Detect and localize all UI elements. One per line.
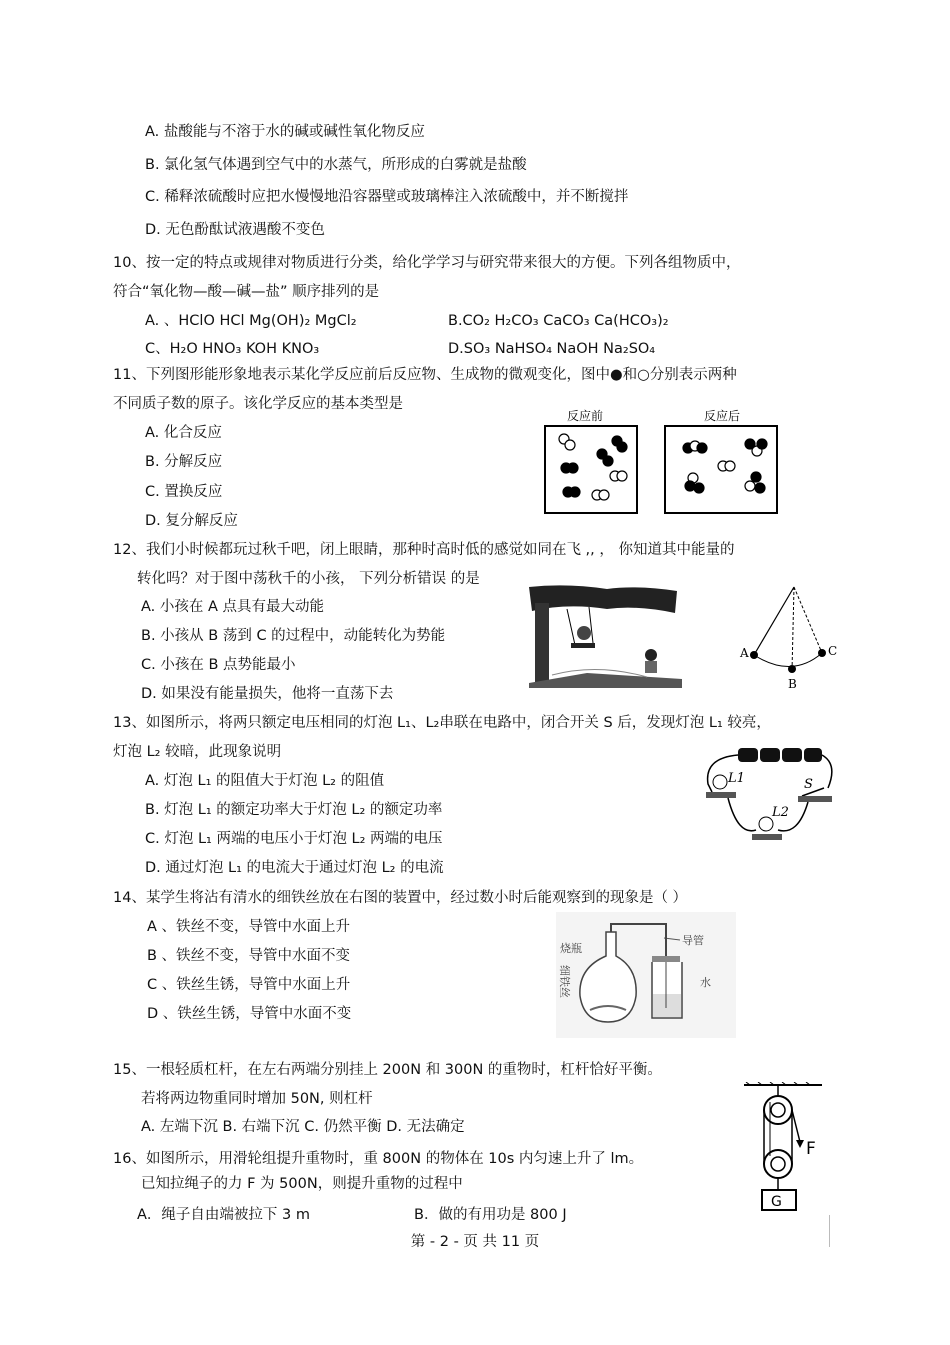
s-label: S xyxy=(804,777,813,792)
q12-stem-line1: 12、我们小时候都玩过秋千吧，闭上眼睛，那种时高时低的感觉如同在飞 ,, ， 你知道其中能量的 xyxy=(113,542,735,558)
q11-option-c: C. 置换反应 xyxy=(145,484,223,500)
water-label: 水 xyxy=(700,976,711,989)
q15-stem-line1: 15、一根轻质杠杆，在左右两端分别挂上 200N 和 300N 的重物时，杠杆恰好平衡。 xyxy=(113,1062,662,1078)
q13-stem-line1: 13、如图所示，将两只额定电压相同的灯泡 L₁、L₂串联在电路中，闭合开关 S 后，发现灯泡 L₁ 较亮， xyxy=(113,715,771,731)
q11-option-a: A. 化合反应 xyxy=(145,425,222,441)
swing-illustration xyxy=(527,583,682,688)
before-label: 反应前 xyxy=(566,409,604,423)
point-a-label: A xyxy=(740,646,749,660)
q16-option-a: A．绳子自由端被拉下 3 m xyxy=(137,1207,310,1223)
q14-option-c: C 、铁丝生锈，导管中水面上升 xyxy=(147,977,351,993)
q9-option-c: C. 稀释浓硫酸时应把水慢慢地沿容器壁或玻璃棒注入浓硫酸中，并不断搅拌 xyxy=(145,189,629,205)
q10-option-c: C、H₂O HNO₃ KOH KNO₃ xyxy=(145,341,320,357)
q10-stem-line1: 10、按一定的特点或规律对物质进行分类，给化学学习与研究带来很大的方便。下列各组物质中， xyxy=(113,255,741,271)
tube-label: 导管 xyxy=(682,934,704,947)
q9-option-b: B. 氯化氢气体遇到空气中的水蒸气，所形成的白雾就是盐酸 xyxy=(145,157,527,173)
flask-label: 烧瓶 xyxy=(560,942,582,955)
circuit-diagram xyxy=(698,744,838,849)
page-footer: 第 - 2 - 页 共 11 页 xyxy=(410,1234,540,1250)
q16-stem-line1: 16、如图所示，用滑轮组提升重物时，重 800N 的物体在 10s 内匀速上升了 lm。 xyxy=(113,1151,644,1167)
after-label: 反应后 xyxy=(703,409,741,423)
margin-line xyxy=(829,1215,830,1247)
iron-wire-label-vertical xyxy=(558,965,572,998)
q13-option-b: B. 灯泡 L₁ 的额定功率大于灯泡 L₂ 的额定功率 xyxy=(145,802,443,818)
pendulum-diagram xyxy=(738,583,838,693)
reaction-diagram xyxy=(540,406,780,516)
q16-stem-line2: 已知拉绳子的力 F 为 500N，则提升重物的过程中 xyxy=(141,1176,463,1192)
point-c-label: C xyxy=(828,644,838,658)
q11-option-b: B. 分解反应 xyxy=(145,454,223,470)
q14-stem: 14、某学生将沾有清水的细铁丝放在右图的装置中，经过数小时后能观察到的现象是（ ） xyxy=(113,890,688,906)
q10-stem-line2: 符合“氧化物—酸—碱—盐” 顺序排列的是 xyxy=(113,284,380,300)
q9-option-d: D. 无色酚酞试液遇酸不变色 xyxy=(145,222,325,238)
q15-stem-line2: 若将两边物重同时增加 50N, 则杠杆 xyxy=(141,1091,373,1107)
wire-label: 细铁丝 xyxy=(558,965,571,998)
q14-option-b: B 、铁丝不变，导管中水面不变 xyxy=(147,948,351,964)
q11-stem-line2: 不同质子数的原子。该化学反应的基本类型是 xyxy=(113,396,403,412)
force-f-label: F xyxy=(806,1139,816,1159)
q12-option-a: A. 小孩在 A 点具有最大动能 xyxy=(141,599,325,615)
q16-option-b: B．做的有用功是 800 J xyxy=(414,1207,567,1223)
q10-option-a: A. 、HClO HCl Mg(OH)₂ MgCl₂ xyxy=(145,313,357,329)
q13-option-c: C. 灯泡 L₁ 两端的电压小于灯泡 L₂ 两端的电压 xyxy=(145,831,443,847)
q12-option-c: C. 小孩在 B 点势能最小 xyxy=(141,657,296,673)
point-b-label: B xyxy=(788,677,797,691)
q12-option-b: B. 小孩从 B 荡到 C 的过程中，动能转化为势能 xyxy=(141,628,446,644)
q15-options: A. 左端下沉 B. 右端下沉 C. 仍然平衡 D. 无法确定 xyxy=(141,1119,465,1135)
q12-option-d: D. 如果没有能量损失，他将一直荡下去 xyxy=(141,686,394,702)
weight-g-label: G xyxy=(771,1194,782,1210)
rusting-apparatus-diagram xyxy=(556,912,736,1038)
q14-option-a: A 、铁丝不变，导管中水面上升 xyxy=(147,919,351,935)
l2-label: L2 xyxy=(772,805,789,820)
q14-option-d: D 、铁丝生锈，导管中水面不变 xyxy=(147,1006,352,1022)
q9-option-a: A. 盐酸能与不溶于水的碱或碱性氧化物反应 xyxy=(145,124,425,140)
q11-stem-line1: 11、下列图形能形象地表示某化学反应前后反应物、生成物的微观变化，图中●和○分别表示两种 xyxy=(113,367,737,383)
l1-label: L1 xyxy=(728,771,745,786)
q13-option-d: D. 通过灯泡 L₁ 的电流大于通过灯泡 L₂ 的电流 xyxy=(145,860,444,876)
q12-stem-line2: 转化吗？对于图中荡秋千的小孩， 下列分析错误 的是 xyxy=(137,571,480,587)
q13-option-a: A. 灯泡 L₁ 的阻值大于灯泡 L₂ 的阻值 xyxy=(145,773,385,789)
pulley-diagram xyxy=(740,1082,830,1214)
q10-option-d: D.SO₃ NaHSO₄ NaOH Na₂SO₄ xyxy=(448,341,656,357)
q11-option-d: D. 复分解反应 xyxy=(145,513,238,529)
q10-option-b: B.CO₂ H₂CO₃ CaCO₃ Ca(HCO₃)₂ xyxy=(448,313,669,329)
q13-stem-line2: 灯泡 L₂ 较暗，此现象说明 xyxy=(113,744,282,760)
